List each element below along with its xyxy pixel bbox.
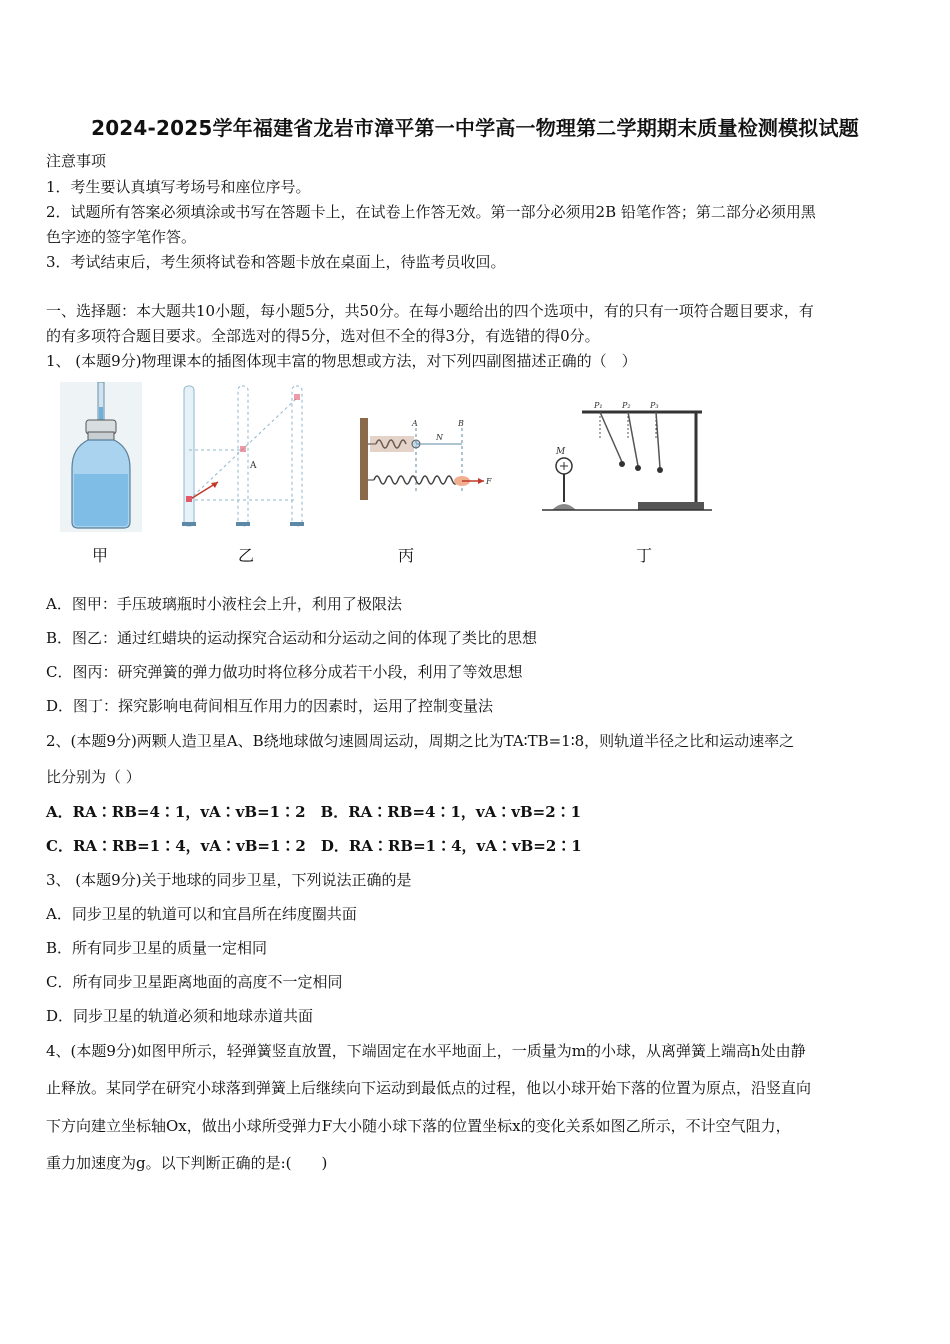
figure-ding-label-p2: P₂ xyxy=(622,401,631,410)
q2-options-row-2: C．RA∶RB=1∶4，vA∶vB=1∶2 D．RA∶RB=1∶4，vA∶vB=2∶1 xyxy=(46,837,582,855)
notice-item-3: 3．考试结束后，考生须将试卷和答题卡放在桌面上，待监考员收回。 xyxy=(46,253,506,271)
figure-yi-label-a: A xyxy=(250,461,257,471)
figure-bing-label-n: N xyxy=(436,433,443,442)
figure-bing-label-a: A xyxy=(412,419,418,428)
q3-stem: 3、 (本题9分)关于地球的同步卫星，下列说法正确的是 xyxy=(46,871,412,889)
q3-option-d: D．同步卫星的轨道必须和地球赤道共面 xyxy=(46,1007,314,1025)
figure-jia-bottle xyxy=(60,382,142,532)
page-title: 2024-2025学年福建省龙岩市漳平第一中学高一物理第二学期期末质量检测模拟试题 xyxy=(91,116,859,140)
q1-option-d: D．图丁：探究影响电荷间相互作用力的因素时，运用了控制变量法 xyxy=(46,697,494,715)
caption-ding: 丁 xyxy=(636,546,653,565)
q4-line-2: 止释放。某同学在研究小球落到弹簧上后继续向下运动到最低点的过程，他以小球开始下落的位置为原点，沿竖直向 xyxy=(46,1079,812,1097)
q1-stem: 1、 (本题9分)物理课本的插图体现丰富的物思想或方法，对下列四副图描述正确的（ ） xyxy=(46,352,637,370)
q2-stem-line-1: 2、(本题9分)两颗人造卫星A、B绕地球做匀速圆周运动，周期之比为TA∶TB=1∶8，则轨道半径之比和运动速率之 xyxy=(46,732,795,750)
notice-item-2-cont: 色字迹的签字笔作答。 xyxy=(46,228,197,246)
q2-stem-line-2: 比分别为（ ） xyxy=(46,768,141,786)
q1-option-c: C．图丙：研究弹簧的弹力做功时将位移分成若干小段，利用了等效思想 xyxy=(46,663,523,681)
figure-ding-label-p1: P₁ xyxy=(594,401,603,410)
q3-option-a: A．同步卫星的轨道可以和宜昌所在纬度圈共面 xyxy=(46,905,357,923)
figure-ding-label-p3: P₃ xyxy=(650,401,659,410)
q4-line-3: 下方向建立坐标轴Ox，做出小球所受弹力F大小随小球下落的位置坐标x的变化关系如图乙所示，不计空气阻力， xyxy=(46,1117,791,1135)
q4-line-1: 4、(本题9分)如图甲所示，轻弹簧竖直放置，下端固定在水平地面上，一质量为m的小球，从离弹簧上端高h处由静 xyxy=(46,1042,806,1060)
section-intro-line-1: 一、选择题：本大题共10小题，每小题5分，共50分。在每小题给出的四个选项中，有的只有一项符合题目要求，有 xyxy=(46,302,814,320)
section-intro-line-2: 的有多项符合题目要求。全部选对的得5分，选对但不全的得3分，有选错的得0分。 xyxy=(46,327,600,345)
figure-yi-tubes xyxy=(180,384,310,534)
q1-figures xyxy=(46,380,746,570)
figure-bing-label-f: F xyxy=(486,477,492,486)
caption-bing: 丙 xyxy=(398,546,415,565)
q1-option-a: A．图甲：手压玻璃瓶时小液柱会上升，利用了极限法 xyxy=(46,595,402,613)
figure-bing-label-b: B xyxy=(458,419,464,428)
notice-item-2: 2．试题所有答案必须填涂或书写在答题卡上，在试卷上作答无效。第一部分必须用2B 铅笔作答；第二部分必须用黑 xyxy=(46,203,816,221)
figure-ding-pendulums xyxy=(542,398,712,518)
q4-line-4: 重力加速度为g。以下判断正确的是:( ) xyxy=(46,1154,328,1172)
q2-options-row-1: A．RA∶RB=4∶1，vA∶vB=1∶2 B．RA∶RB=4∶1，vA∶vB=2∶1 xyxy=(46,803,582,821)
notice-item-1: 1．考生要认真填写考场号和座位序号。 xyxy=(46,178,311,196)
figure-ding-label-m: M xyxy=(556,447,566,457)
notice-heading: 注意事项 xyxy=(46,152,107,170)
q3-option-c: C．所有同步卫星距离地面的高度不一定相同 xyxy=(46,973,343,991)
q3-option-b: B．所有同步卫星的质量一定相同 xyxy=(46,939,268,957)
caption-jia: 甲 xyxy=(92,546,109,565)
caption-yi: 乙 xyxy=(238,546,255,565)
q1-option-b: B．图乙：通过红蜡块的运动探究合运动和分运动之间的体现了类比的思想 xyxy=(46,629,538,647)
figure-bing-spring xyxy=(352,414,502,504)
